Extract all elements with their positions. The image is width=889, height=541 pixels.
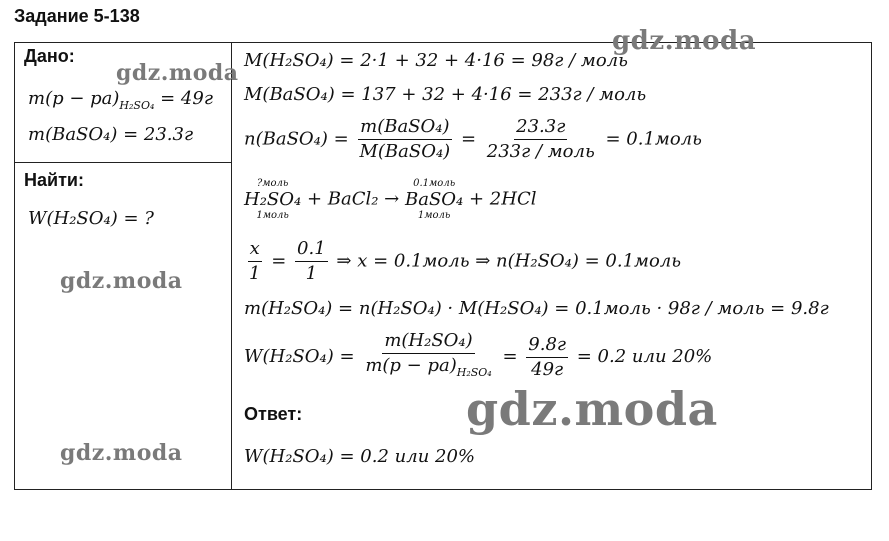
solution-line-molar-mass-h2so4: M(H₂SO₄) = 2·1 + 32 + 4·16 = 98г / моль: [244, 50, 628, 71]
solution-line-mass-fraction: [244, 330, 712, 384]
reactant-h2so4-bottom: 1моль: [256, 210, 289, 221]
reaction-equation: [244, 178, 536, 221]
fraction-denominator: M(BaSO₄): [359, 141, 451, 162]
given-solution-mass-sub: H₂SO₄: [119, 99, 155, 112]
reaction-end: + 2HCl: [469, 188, 537, 210]
solution-line-moles-baso4: [244, 116, 702, 163]
fraction-numerator: 0.1: [295, 238, 328, 262]
watermark-given: gdz.moda: [116, 60, 239, 86]
equals-sign: =: [502, 346, 518, 367]
watermark-left-bottom: gdz.moda: [60, 440, 183, 466]
find-label: Найти:: [24, 170, 84, 190]
given-label: Дано:: [24, 46, 75, 66]
fraction-numerator: 23.3г: [514, 116, 567, 140]
fraction-denominator-text: m(p − pa): [365, 355, 457, 376]
solution-line-mass-h2so4: m(H₂SO₄) = n(H₂SO₄) · M(H₂SO₄) = 0.1моль · 98г / моль = 9.8г: [244, 298, 829, 319]
solution-line-proportion: [244, 238, 681, 285]
fraction-denominator: 1: [249, 263, 261, 284]
given-solution-mass: [28, 88, 213, 112]
given-find-divider: [14, 162, 232, 163]
given-solution-mass-value: = 49г: [160, 88, 213, 109]
watermark-top-right: gdz.moda: [612, 26, 757, 56]
fraction-denominator: 49г: [531, 358, 564, 380]
product-baso4-formula: BaSO₄: [405, 189, 464, 210]
fraction-numerator: m(H₂SO₄): [382, 330, 474, 354]
fraction-numerator: 9.8г: [526, 334, 568, 358]
equals-sign: =: [271, 250, 287, 272]
page-title: Задание 5-138: [14, 6, 140, 26]
reactant-h2so4: [244, 178, 301, 221]
given-baso4-mass: m(BaSO₄) = 23.3г: [28, 124, 194, 145]
fraction-denominator: [363, 354, 493, 384]
moles-baso4-result: = 0.1моль: [605, 128, 702, 150]
proportion-result: ⇒ x = 0.1моль ⇒ n(H₂SO₄) = 0.1моль: [336, 250, 682, 272]
fraction-mass-over-molar: [357, 116, 452, 163]
fraction-denominator: 1: [305, 263, 318, 284]
fraction-numerator: m(BaSO₄): [358, 116, 451, 140]
solution-line-molar-mass-baso4: M(BaSO₄) = 137 + 32 + 4·16 = 233г / моль: [244, 84, 647, 105]
fraction-denominator: 233г / моль: [486, 141, 595, 162]
column-divider: [231, 42, 232, 490]
fraction-mass-values: [526, 334, 568, 381]
find-mass-fraction: W(H₂SO₄) = ?: [28, 208, 154, 229]
reactant-h2so4-formula: H₂SO₄: [244, 189, 302, 210]
product-baso4-top: 0.1моль: [413, 178, 456, 189]
watermark-large: gdz.moda: [466, 382, 718, 436]
fraction-ratio: [295, 238, 328, 285]
answer-value: W(H₂SO₄) = 0.2 или 20%: [244, 446, 476, 467]
product-baso4-bottom: 1моль: [417, 210, 451, 221]
mass-fraction-left: W(H₂SO₄) =: [244, 346, 355, 367]
fraction-x: [247, 238, 262, 285]
fraction-values: [485, 116, 597, 163]
equals-sign: =: [460, 128, 477, 150]
fraction-mass-over-solution: [363, 330, 493, 384]
fraction-numerator: x: [248, 238, 262, 262]
product-baso4: [405, 178, 463, 221]
fraction-denominator-sub: H₂SO₄: [456, 366, 492, 379]
reaction-middle: + BaCl₂ →: [306, 188, 405, 210]
moles-baso4-left: n(BaSO₄) =: [244, 128, 349, 150]
reactant-h2so4-top: ?моль: [256, 178, 289, 189]
answer-label: Ответ:: [244, 404, 303, 424]
given-solution-mass-text: m(p − pa): [28, 88, 120, 109]
mass-fraction-result: = 0.2 или 20%: [576, 346, 713, 367]
watermark-left-middle: gdz.moda: [60, 268, 183, 294]
